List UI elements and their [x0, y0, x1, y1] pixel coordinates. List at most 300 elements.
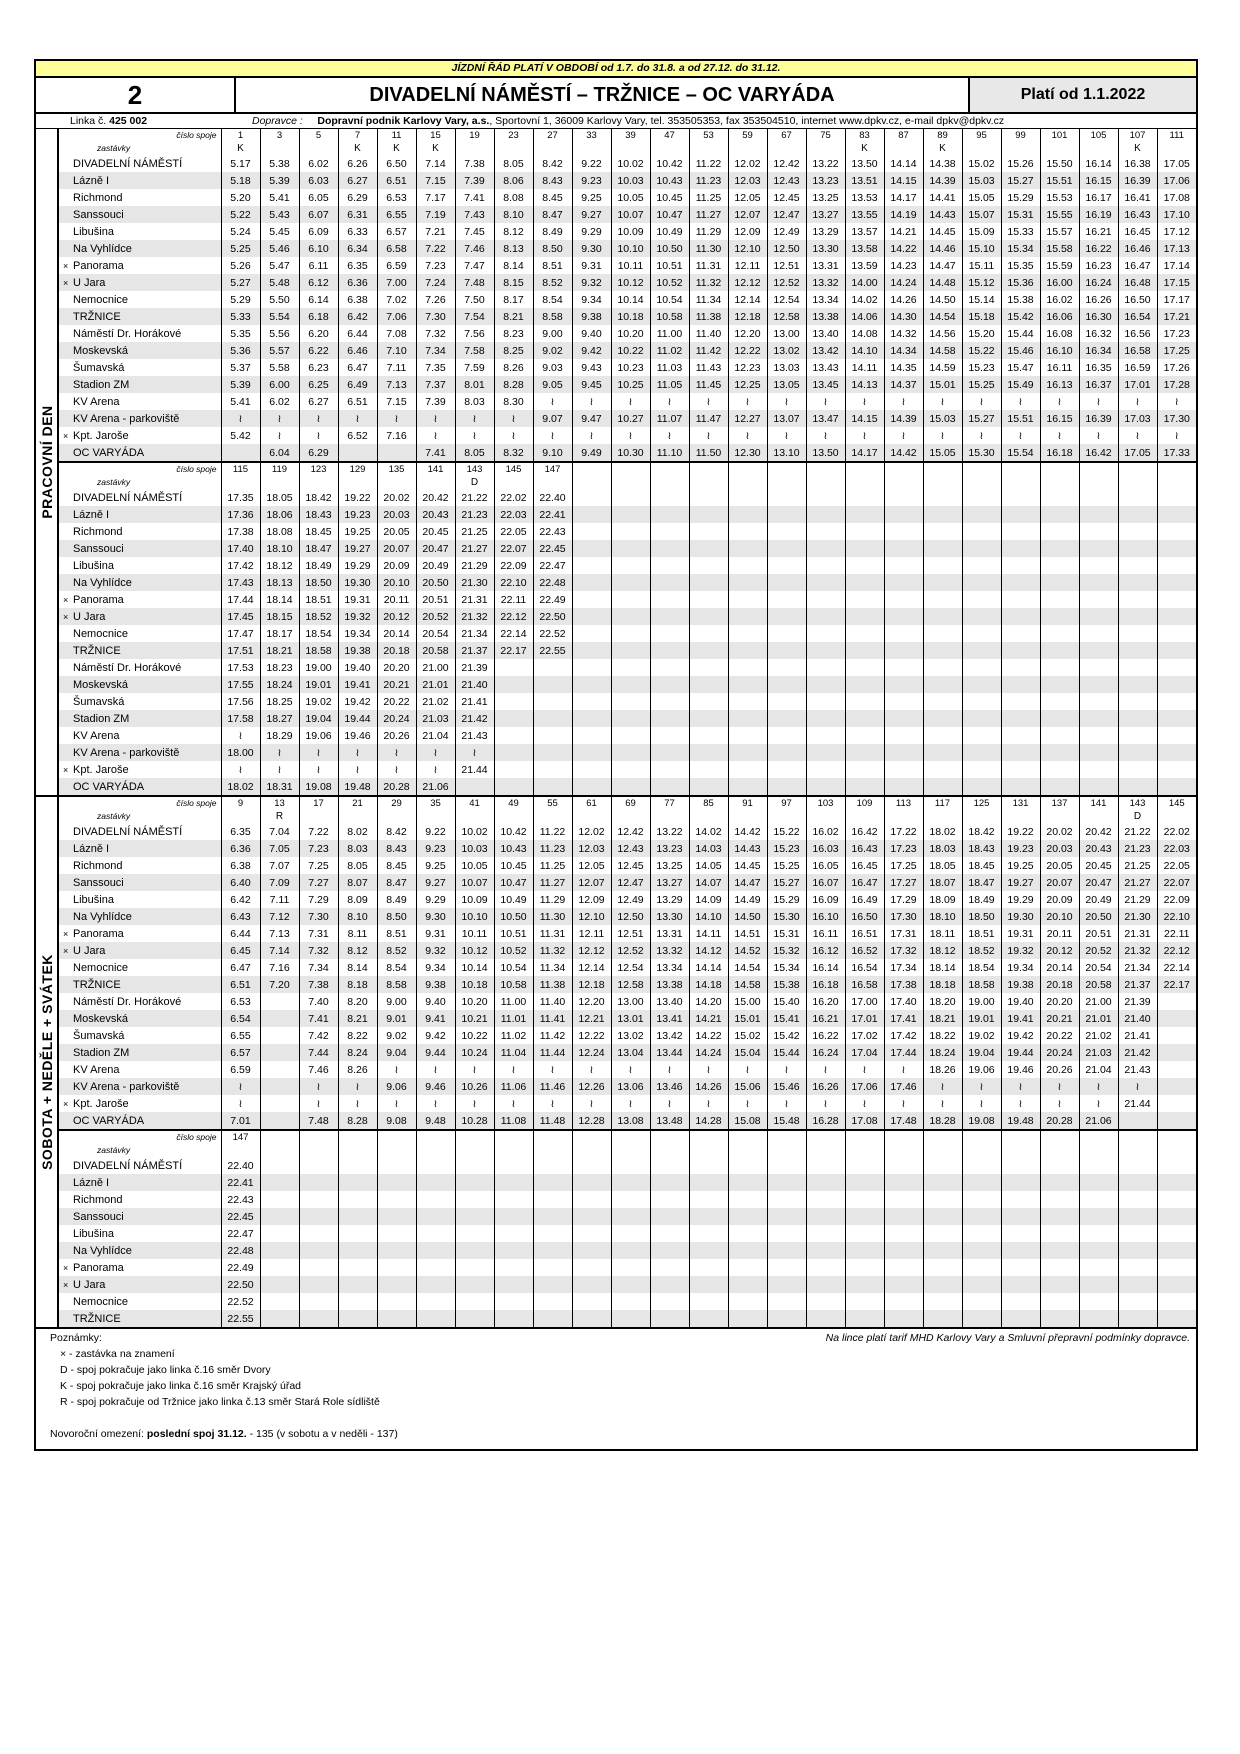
departure-time: [962, 540, 1001, 557]
stop-name: Lázně I: [73, 1176, 110, 1189]
departure-time: [1040, 1157, 1079, 1174]
departure-time: [1157, 1310, 1196, 1327]
departure-time: [1001, 1191, 1040, 1208]
departure-time: 20.22: [377, 693, 416, 710]
trip-number: 17: [299, 797, 338, 810]
departure-time: 11.06: [494, 1078, 533, 1095]
trip-mark: [1118, 1144, 1157, 1157]
departure-time: [728, 1310, 767, 1327]
stop-name-cell: [59, 908, 221, 925]
trip-number: 85: [689, 797, 728, 810]
timetable-grid: [59, 797, 1196, 1327]
departure-time: 9.25: [416, 857, 455, 874]
departure-time: 6.36: [338, 274, 377, 291]
departure-time: ≀: [1118, 427, 1157, 444]
departure-time: [1118, 676, 1157, 693]
departure-time: 9.41: [416, 1010, 455, 1027]
departure-time: [806, 1208, 845, 1225]
stop-name: Na Vyhlídce: [73, 910, 132, 923]
departure-time: 18.21: [923, 1010, 962, 1027]
table-row: [59, 1044, 1196, 1061]
departure-time: [611, 744, 650, 761]
departure-time: 10.49: [650, 223, 689, 240]
departure-time: 11.31: [533, 925, 572, 942]
departure-time: 13.30: [650, 908, 689, 925]
departure-time: ≀: [923, 1078, 962, 1095]
trip-number: 137: [1040, 797, 1079, 810]
departure-time: 15.42: [767, 1027, 806, 1044]
trip-number: 49: [494, 797, 533, 810]
departure-time: [689, 761, 728, 778]
departure-time: 16.49: [845, 891, 884, 908]
departure-time: 15.11: [962, 257, 1001, 274]
departure-time: [806, 506, 845, 523]
departure-time: 14.45: [923, 223, 962, 240]
departure-time: [806, 1276, 845, 1293]
departure-time: ≀: [611, 393, 650, 410]
departure-time: 16.32: [1079, 325, 1118, 342]
departure-time: 21.25: [1118, 857, 1157, 874]
trip-mark: [650, 810, 689, 823]
request-stop-icon: ×: [63, 594, 69, 605]
departure-time: 11.40: [533, 993, 572, 1010]
departure-time: 16.54: [1118, 308, 1157, 325]
departure-time: 20.54: [1079, 959, 1118, 976]
trip-mark: [494, 142, 533, 155]
departure-time: 13.46: [650, 1078, 689, 1095]
departure-time: [728, 523, 767, 540]
departure-time: 8.43: [533, 172, 572, 189]
trip-number: 123: [299, 462, 338, 476]
departure-time: 20.26: [377, 727, 416, 744]
departure-time: 16.39: [1079, 410, 1118, 427]
new-year-bold: poslední spoj 31.12.: [146, 1428, 247, 1440]
departure-time: [650, 710, 689, 727]
table-row: [59, 1157, 1196, 1174]
trip-number: 115: [221, 462, 260, 476]
departure-time: 21.31: [455, 591, 494, 608]
departure-time: [806, 1259, 845, 1276]
departure-time: 8.09: [338, 891, 377, 908]
departure-time: [455, 1259, 494, 1276]
departure-time: 18.12: [923, 942, 962, 959]
table-row: [59, 308, 1196, 325]
departure-time: 7.21: [416, 223, 455, 240]
departure-time: 7.46: [299, 1061, 338, 1078]
departure-time: 16.48: [1118, 274, 1157, 291]
departure-time: [923, 557, 962, 574]
departure-time: 7.38: [299, 976, 338, 993]
departure-time: [338, 1174, 377, 1191]
valid-from: Platí od 1.1.2022: [970, 78, 1196, 112]
trip-number-row: [59, 129, 1196, 142]
departure-time: [1118, 761, 1157, 778]
departure-time: [1118, 727, 1157, 744]
departure-time: 15.40: [767, 993, 806, 1010]
departure-time: 9.30: [572, 240, 611, 257]
departure-time: [1001, 557, 1040, 574]
departure-time: [1157, 744, 1196, 761]
departure-time: [1079, 727, 1118, 744]
departure-time: ≀: [923, 393, 962, 410]
departure-time: 15.03: [923, 410, 962, 427]
departure-time: 8.51: [533, 257, 572, 274]
departure-time: 10.20: [455, 993, 494, 1010]
departure-time: 17.29: [884, 891, 923, 908]
trip-number: 145: [1157, 797, 1196, 810]
departure-time: 5.50: [260, 291, 299, 308]
departure-time: ≀: [1118, 393, 1157, 410]
departure-time: 7.23: [299, 840, 338, 857]
departure-time: 17.23: [1157, 325, 1196, 342]
trip-number: 69: [611, 797, 650, 810]
departure-time: 17.14: [1157, 257, 1196, 274]
departure-time: 20.51: [1079, 925, 1118, 942]
departure-time: 17.44: [884, 1044, 923, 1061]
departure-time: [572, 1208, 611, 1225]
departure-time: 21.42: [1118, 1044, 1157, 1061]
trip-number: 55: [533, 797, 572, 810]
trip-number: 39: [611, 129, 650, 142]
departure-time: 22.05: [494, 523, 533, 540]
departure-time: 13.00: [611, 993, 650, 1010]
departure-time: [962, 1157, 1001, 1174]
departure-time: 12.12: [728, 274, 767, 291]
departure-time: [767, 1225, 806, 1242]
departure-time: 10.05: [611, 189, 650, 206]
departure-time: [806, 1174, 845, 1191]
departure-time: 21.03: [416, 710, 455, 727]
departure-time: [845, 557, 884, 574]
trip-mark: [1157, 142, 1196, 155]
departure-time: ≀: [221, 1095, 260, 1112]
departure-time: 13.38: [806, 308, 845, 325]
departure-time: 21.01: [416, 676, 455, 693]
stop-name-cell: [59, 659, 221, 676]
departure-time: 9.47: [572, 410, 611, 427]
departure-time: 8.14: [338, 959, 377, 976]
departure-time: 17.22: [884, 823, 923, 840]
stop-name-cell: [59, 693, 221, 710]
departure-time: 6.51: [338, 393, 377, 410]
departure-time: 8.30: [494, 393, 533, 410]
departure-time: 15.44: [1001, 325, 1040, 342]
departure-time: 16.51: [845, 925, 884, 942]
departure-time: [1157, 1225, 1196, 1242]
departure-time: [884, 1293, 923, 1310]
departure-time: 11.43: [689, 359, 728, 376]
departure-time: 22.49: [533, 591, 572, 608]
departure-time: 15.18: [962, 308, 1001, 325]
departure-time: 11.00: [650, 325, 689, 342]
trip-number: [1001, 1130, 1040, 1144]
departure-time: [1001, 710, 1040, 727]
trip-mark: D: [455, 476, 494, 489]
departure-time: 17.32: [884, 942, 923, 959]
departure-time: [1001, 1310, 1040, 1327]
departure-time: 17.05: [1118, 444, 1157, 462]
departure-time: 12.22: [572, 1027, 611, 1044]
departure-time: [455, 1242, 494, 1259]
departure-time: 7.17: [416, 189, 455, 206]
departure-time: [1001, 1293, 1040, 1310]
trip-mark: [728, 1144, 767, 1157]
table-row: [59, 942, 1196, 959]
departure-time: [962, 1174, 1001, 1191]
departure-time: 9.42: [416, 1027, 455, 1044]
departure-time: [1040, 574, 1079, 591]
departure-time: 17.36: [221, 506, 260, 523]
departure-time: 16.50: [845, 908, 884, 925]
departure-time: 15.05: [962, 189, 1001, 206]
departure-time: 8.13: [494, 240, 533, 257]
departure-time: 18.24: [260, 676, 299, 693]
departure-time: 14.15: [845, 410, 884, 427]
departure-time: ≀: [884, 393, 923, 410]
departure-time: [962, 761, 1001, 778]
departure-time: 12.11: [728, 257, 767, 274]
departure-time: [572, 642, 611, 659]
departure-time: [1079, 591, 1118, 608]
trip-number: [1079, 462, 1118, 476]
departure-time: [1001, 608, 1040, 625]
departure-time: 16.10: [806, 908, 845, 925]
departure-time: 8.51: [377, 925, 416, 942]
trip-number: 129: [338, 462, 377, 476]
section-blocks: [59, 129, 1196, 795]
trip-number: [299, 1130, 338, 1144]
departure-time: [650, 1259, 689, 1276]
departure-time: 16.30: [1079, 308, 1118, 325]
trip-number-label: číslo spoje: [176, 798, 217, 808]
table-row: [59, 727, 1196, 744]
request-stop-icon: ×: [63, 1279, 69, 1290]
departure-time: 12.52: [611, 942, 650, 959]
departure-time: [884, 574, 923, 591]
departure-time: 12.02: [728, 155, 767, 172]
departure-time: 6.50: [377, 155, 416, 172]
departure-time: [1118, 1242, 1157, 1259]
departure-time: 5.48: [260, 274, 299, 291]
departure-time: 22.02: [1157, 823, 1196, 840]
departure-time: [416, 1293, 455, 1310]
departure-time: 9.48: [416, 1112, 455, 1130]
trip-number: 89: [923, 129, 962, 142]
stop-name: DIVADELNÍ NÁMĚSTÍ: [73, 1159, 183, 1172]
departure-time: [494, 1242, 533, 1259]
departure-time: [494, 1276, 533, 1293]
departure-time: 7.34: [416, 342, 455, 359]
departure-time: [572, 1242, 611, 1259]
departure-time: 11.29: [689, 223, 728, 240]
stop-name: Panorama: [73, 1261, 124, 1274]
trip-mark-row: [59, 476, 1196, 489]
departure-time: 11.42: [533, 1027, 572, 1044]
departure-time: 21.34: [1118, 959, 1157, 976]
departure-time: 8.52: [533, 274, 572, 291]
departure-time: ≀: [494, 410, 533, 427]
departure-time: 5.39: [221, 376, 260, 393]
trip-mark: [611, 476, 650, 489]
section-label-box: [36, 797, 59, 1327]
departure-time: 6.05: [299, 189, 338, 206]
stop-name: U Jara: [73, 1278, 106, 1291]
departure-time: 6.42: [338, 308, 377, 325]
table-row: [59, 778, 1196, 795]
departure-time: [572, 1293, 611, 1310]
departure-time: 21.37: [455, 642, 494, 659]
trip-mark: [1157, 810, 1196, 823]
trip-number: 147: [221, 1130, 260, 1144]
departure-time: 16.56: [1118, 325, 1157, 342]
stop-name-cell: [59, 761, 221, 778]
trip-number: 113: [884, 797, 923, 810]
departure-time: 11.38: [533, 976, 572, 993]
departure-time: [494, 676, 533, 693]
departure-time: 6.02: [299, 155, 338, 172]
departure-time: 22.50: [533, 608, 572, 625]
departure-time: [728, 506, 767, 523]
departure-time: [923, 1242, 962, 1259]
departure-time: [650, 1225, 689, 1242]
departure-time: [260, 1044, 299, 1061]
stop-name: Libušina: [73, 225, 114, 238]
departure-time: 8.32: [494, 444, 533, 462]
departure-time: 18.09: [923, 891, 962, 908]
departure-time: [689, 710, 728, 727]
departure-time: [689, 1174, 728, 1191]
departure-time: [767, 744, 806, 761]
departure-time: 18.05: [260, 489, 299, 506]
departure-time: ≀: [1001, 1078, 1040, 1095]
departure-time: 18.42: [299, 489, 338, 506]
departure-time: [845, 1242, 884, 1259]
departure-time: [923, 1293, 962, 1310]
table-row: [59, 427, 1196, 444]
departure-time: 16.08: [1040, 325, 1079, 342]
stop-name-cell: [59, 274, 221, 291]
departure-time: [806, 1191, 845, 1208]
departure-time: 10.54: [650, 291, 689, 308]
departure-time: 6.26: [338, 155, 377, 172]
departure-time: [1040, 1276, 1079, 1293]
departure-time: 12.51: [767, 257, 806, 274]
departure-time: [689, 557, 728, 574]
departure-time: [923, 744, 962, 761]
departure-time: ≀: [416, 761, 455, 778]
departure-time: 9.27: [572, 206, 611, 223]
departure-time: 21.44: [455, 761, 494, 778]
departure-time: 6.23: [299, 359, 338, 376]
departure-time: 14.30: [884, 308, 923, 325]
departure-time: 22.47: [533, 557, 572, 574]
trip-number: 87: [884, 129, 923, 142]
departure-time: [611, 1225, 650, 1242]
departure-time: 8.05: [455, 444, 494, 462]
departure-time: 16.39: [1118, 172, 1157, 189]
stop-name: Moskevská: [73, 1012, 129, 1025]
departure-time: [767, 608, 806, 625]
departure-time: [845, 591, 884, 608]
trip-mark: [611, 142, 650, 155]
trip-number: 67: [767, 129, 806, 142]
departure-time: [962, 1259, 1001, 1276]
departure-time: 18.42: [962, 823, 1001, 840]
departure-time: 14.19: [884, 206, 923, 223]
departure-time: [767, 1208, 806, 1225]
request-stop-icon: ×: [63, 1262, 69, 1273]
departure-time: [611, 523, 650, 540]
trip-number: 7: [338, 129, 377, 142]
departure-time: [962, 1293, 1001, 1310]
departure-time: [455, 1293, 494, 1310]
stop-name-cell: [59, 155, 221, 172]
departure-time: 7.39: [455, 172, 494, 189]
departure-time: 13.25: [806, 189, 845, 206]
stops-label: zastávky: [97, 811, 131, 821]
departure-time: [260, 1112, 299, 1130]
stop-name-cell: [59, 591, 221, 608]
departure-time: [884, 1208, 923, 1225]
stop-name-cell: [59, 444, 221, 462]
departure-time: 14.41: [923, 189, 962, 206]
departure-time: ≀: [806, 1061, 845, 1078]
stop-name: Nemocnice: [73, 293, 129, 306]
departure-time: [884, 1310, 923, 1327]
departure-time: 16.38: [1118, 155, 1157, 172]
departure-time: 18.26: [923, 1061, 962, 1078]
departure-time: 19.29: [1001, 891, 1040, 908]
departure-time: [338, 444, 377, 462]
departure-time: 22.48: [221, 1242, 260, 1259]
departure-time: 13.01: [611, 1010, 650, 1027]
departure-time: 7.24: [416, 274, 455, 291]
departure-time: [1001, 642, 1040, 659]
departure-time: 8.23: [494, 325, 533, 342]
departure-time: 19.02: [299, 693, 338, 710]
stop-name: Sanssouci: [73, 542, 124, 555]
stop-name: DIVADELNÍ NÁMĚSTÍ: [73, 491, 183, 504]
departure-time: [845, 574, 884, 591]
trip-mark: R: [260, 810, 299, 823]
departure-time: [767, 591, 806, 608]
departure-time: 18.43: [299, 506, 338, 523]
departure-time: [1079, 761, 1118, 778]
departure-time: 20.07: [377, 540, 416, 557]
departure-time: 13.58: [845, 240, 884, 257]
departure-time: 6.20: [299, 325, 338, 342]
departure-time: 19.30: [1001, 908, 1040, 925]
stop-name: Libušina: [73, 559, 114, 572]
departure-time: 12.07: [728, 206, 767, 223]
departure-time: 20.28: [377, 778, 416, 795]
departure-time: [1079, 676, 1118, 693]
trip-mark: [806, 1144, 845, 1157]
trip-mark: [1040, 810, 1079, 823]
departure-time: [416, 1310, 455, 1327]
departure-time: 16.45: [845, 857, 884, 874]
departure-time: 5.39: [260, 172, 299, 189]
departure-time: [1157, 778, 1196, 795]
departure-time: 19.42: [338, 693, 377, 710]
departure-time: 10.03: [611, 172, 650, 189]
table-row: [59, 1293, 1196, 1310]
departure-time: 18.12: [260, 557, 299, 574]
departure-time: [962, 1242, 1001, 1259]
departure-time: [767, 1157, 806, 1174]
departure-time: 9.00: [377, 993, 416, 1010]
departure-time: 15.27: [1001, 172, 1040, 189]
